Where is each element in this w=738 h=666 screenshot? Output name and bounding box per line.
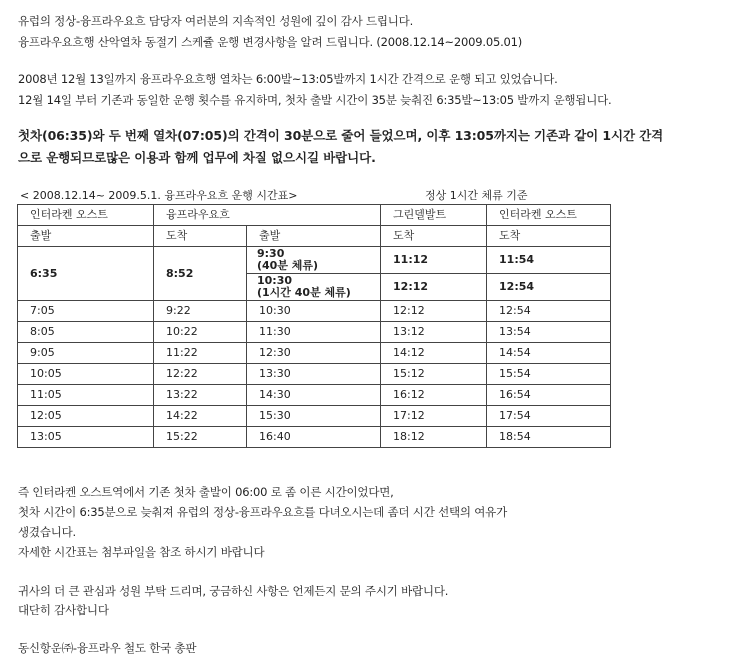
- table-cell: 11:05: [18, 385, 154, 406]
- subheader-cell: 출발: [18, 226, 154, 247]
- table-cell: 8:05: [18, 322, 154, 343]
- table-cell: 14:12: [381, 343, 487, 364]
- table-subheader-row: [18, 226, 611, 247]
- table-cell: 14:54: [487, 343, 611, 364]
- table-cell: 15:22: [154, 427, 247, 448]
- table-cell: 13:22: [154, 385, 247, 406]
- after-line-1: 즉 인터라켄 오스트역에서 기존 첫차 출발이 06:00 로 좀 이른 시간이었다면,: [18, 485, 394, 499]
- table-row-first-a: [18, 247, 611, 274]
- table-cell: 9:05: [18, 343, 154, 364]
- table-cell: 11:22: [154, 343, 247, 364]
- table-cell: 11:30: [247, 322, 381, 343]
- table-row: [18, 427, 611, 448]
- table-cell: 15:12: [381, 364, 487, 385]
- option2-grindelwald-cell: 12:12: [381, 274, 487, 301]
- intro-line-2: 융프라우요흐행 산악열차 동절기 스케쥴 운행 변경사항을 알려 드립니다. (2008.12.14~2009.05.01): [18, 35, 523, 49]
- table-row: [18, 343, 611, 364]
- table-cell: 15:30: [247, 406, 381, 427]
- header-station-interlaken: 인터라켄 오스트: [18, 205, 154, 226]
- table-row: [18, 364, 611, 385]
- intro-line-1: 유럽의 정상-융프라우요흐 담당자 여러분의 지속적인 성원에 깊이 감사 드립니다.: [18, 14, 414, 28]
- signature: 동신항운㈜-융프라우 철도 한국 총판: [18, 641, 197, 655]
- table-row: [18, 322, 611, 343]
- table-cell: 16:12: [381, 385, 487, 406]
- closing-line-1: 귀사의 더 큰 관심과 성원 부탁 드리며, 궁금하신 사항은 언제든지 문의 주시기 바랍니다.: [18, 584, 449, 598]
- table-cell: 17:54: [487, 406, 611, 427]
- after-line-2: 첫차 시간이 6:35분으로 늦춰져 유럽의 정상-융프라우요흐를 다녀오시는데 좀더 시간 선택의 여유가: [18, 505, 507, 519]
- table-cell: 10:30: [247, 301, 381, 322]
- header-station-interlaken-return: 인터라켄 오스트: [487, 205, 611, 226]
- table-cell: 12:05: [18, 406, 154, 427]
- table-cell: 10:22: [154, 322, 247, 343]
- option1-grindelwald-cell: 11:12: [381, 247, 487, 274]
- first-depart-cell: 6:35: [18, 247, 154, 301]
- closing-line-2: 대단히 감사합니다: [18, 603, 109, 617]
- table-cell: 13:54: [487, 322, 611, 343]
- table-cell: 15:54: [487, 364, 611, 385]
- table-cell: 14:22: [154, 406, 247, 427]
- table-cell: 16:54: [487, 385, 611, 406]
- subheader-cell: 도착: [381, 226, 487, 247]
- option2-depart: 10:30: [257, 274, 293, 287]
- header-station-jungfraujoch: 융프라우요흐: [154, 205, 381, 226]
- table-caption: < 2008.12.14~ 2009.5.1. 융프라우요흐 운행 시간표>: [20, 189, 298, 202]
- option1-interlaken-cell: 11:54: [487, 247, 611, 274]
- table-cell: 18:54: [487, 427, 611, 448]
- notice-line-2: 으로 운행되므로많은 이용과 함께 업무에 차질 없으시길 바랍니다.: [18, 150, 376, 165]
- table-cell: 17:12: [381, 406, 487, 427]
- table-cell: 12:22: [154, 364, 247, 385]
- table-cell: 10:05: [18, 364, 154, 385]
- after-line-4: 자세한 시간표는 첨부파일을 참조 하시기 바랍니다: [18, 545, 265, 559]
- table-row: [18, 385, 611, 406]
- intro-line-3: 2008년 12월 13일까지 융프라우요흐행 열차는 6:00발~13:05발까지 1시간 간격으로 운행 되고 있었습니다.: [18, 72, 558, 86]
- table-cell: 13:30: [247, 364, 381, 385]
- table-cell: 16:40: [247, 427, 381, 448]
- header-station-grindelwald: 그린델발트: [381, 205, 487, 226]
- subheader-cell: 도착: [487, 226, 611, 247]
- table-cell: 13:12: [381, 322, 487, 343]
- table-cell: 7:05: [18, 301, 154, 322]
- table-cell: 12:12: [381, 301, 487, 322]
- timetable: [17, 204, 611, 448]
- table-cell: 12:54: [487, 301, 611, 322]
- intro-line-4: 12월 14일 부터 기존과 동일한 운행 횟수를 유지하며, 첫차 출발 시간이 35분 늦춰진 6:35발~13:05 발까지 운행됩니다.: [18, 93, 612, 107]
- table-cell: 14:30: [247, 385, 381, 406]
- first-option2-cell: [247, 274, 381, 301]
- option2-interlaken-cell: 12:54: [487, 274, 611, 301]
- table-cell: 13:05: [18, 427, 154, 448]
- after-line-3: 생겼습니다.: [18, 525, 76, 539]
- table-header-row: [18, 205, 611, 226]
- table-cell: 9:22: [154, 301, 247, 322]
- subheader-cell: 도착: [154, 226, 247, 247]
- first-option1-cell: [247, 247, 381, 274]
- subheader-cell: 출발: [247, 226, 381, 247]
- table-row: [18, 406, 611, 427]
- option1-note: (40분 체류): [257, 259, 319, 272]
- option2-note: (1시간 40분 체류): [257, 286, 351, 299]
- table-row: [18, 301, 611, 322]
- table-cell: 18:12: [381, 427, 487, 448]
- table-caption-note: 정상 1시간 체류 기준: [425, 189, 528, 202]
- option1-depart: 9:30: [257, 247, 285, 260]
- first-arrive-cell: 8:52: [154, 247, 247, 301]
- notice-line-1: 첫차(06:35)와 두 번째 열차(07:05)의 간격이 30분으로 줄어 들었으며, 이후 13:05까지는 기존과 같이 1시간 간격: [18, 128, 664, 143]
- table-cell: 12:30: [247, 343, 381, 364]
